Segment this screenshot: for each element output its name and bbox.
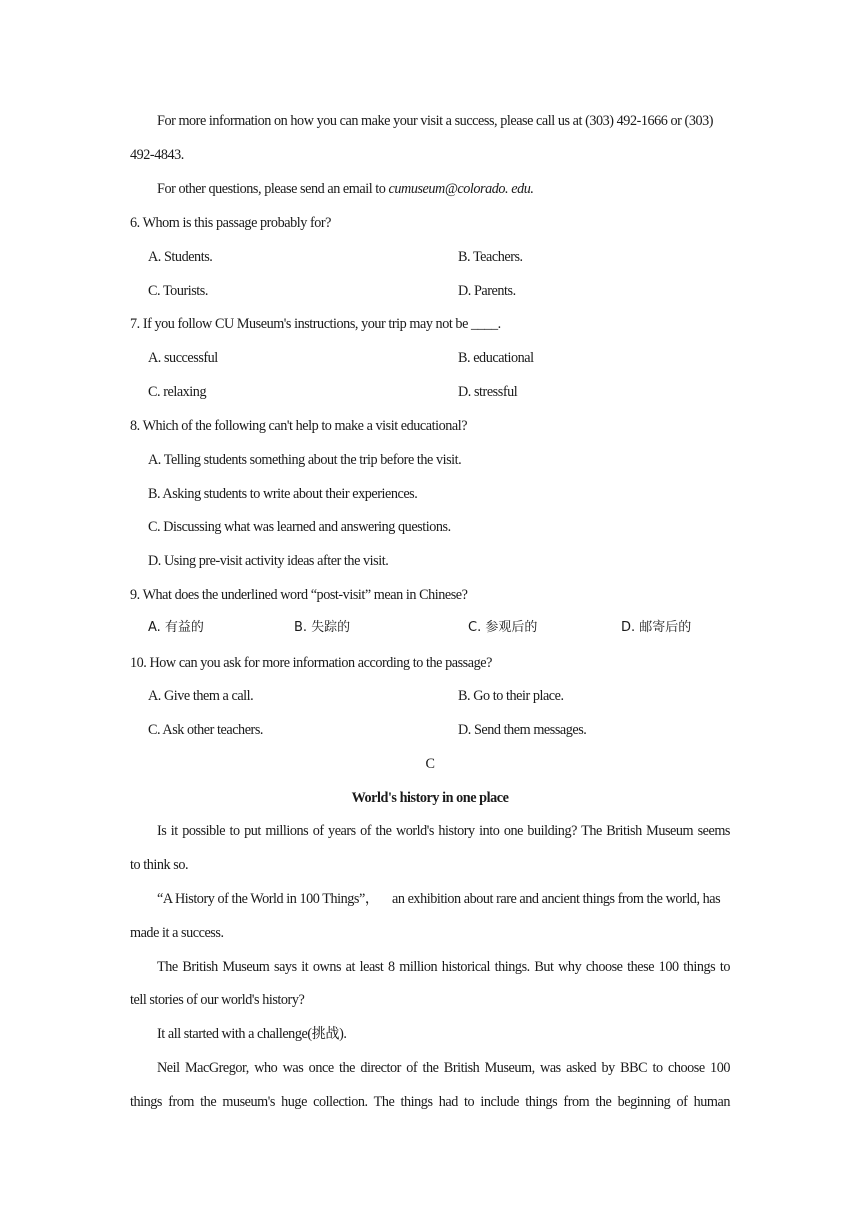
question-7-option-b: B. educational [458, 350, 534, 366]
question-8-option-d: D. Using pre-visit activity ideas after the visit. [148, 553, 389, 569]
passage-title: World's history in one place [351, 790, 509, 806]
question-6-option-d: D. Parents. [458, 283, 516, 299]
question-7-option-c: C. relaxing [148, 384, 207, 400]
email-prefix: For other questions, please send an email to [157, 181, 389, 197]
passage-line: things from the museum's huge collection. The things had to include things from the beginning of human [130, 1094, 730, 1110]
passage-line: The British Museum says it owns at least 8 million historical things. But why choose these 100 things to [157, 959, 730, 975]
question-9-option-b: B. 失踪的 [294, 620, 351, 635]
contact-text: For more information on how you can make your visit a success, please call us at (303) 492-1666 or (303) [157, 113, 714, 129]
question-6-option-b: B. Teachers. [458, 249, 523, 265]
question-6-option-a: A. Students. [148, 249, 213, 265]
section-letter: C [425, 756, 435, 772]
question-9-option-d: D. 邮寄后的 [621, 620, 692, 635]
question-6-stem: 6. Whom is this passage probably for? [130, 215, 331, 231]
question-7-option-d: D. stressful [458, 384, 518, 400]
contact-paragraph-line-2: 492-4843. [130, 147, 184, 163]
email-address: cumuseum@colorado. edu. [388, 181, 534, 197]
question-8-option-a: A. Telling students something about the trip before the visit. [148, 452, 462, 468]
contact-paragraph-line-1 [157, 114, 730, 128]
question-7-stem: 7. If you follow CU Museum's instructions, your trip may not be ____. [130, 316, 501, 332]
question-7-option-a: A. successful [148, 350, 218, 366]
question-8-option-b: B. Asking students to write about their experiences. [148, 486, 418, 502]
passage-line: made it a success. [130, 925, 224, 941]
passage-line: It all started with a challenge(挑战). [157, 1026, 347, 1042]
question-6-option-c: C. Tourists. [148, 283, 208, 299]
question-8-stem: 8. Which of the following can't help to make a visit educational? [130, 418, 468, 434]
question-8-option-c: C. Discussing what was learned and answering questions. [148, 519, 451, 535]
passage-line: an exhibition about rare and ancient things from the world, has [392, 891, 721, 907]
question-10-option-c: C. Ask other teachers. [148, 722, 263, 738]
question-9-option-c: C. 参观后的 [468, 620, 538, 635]
passage-line: to think so. [130, 857, 189, 873]
passage-line: tell stories of our world's history? [130, 992, 305, 1008]
question-10-option-d: D. Send them messages. [458, 722, 587, 738]
passage-line: Is it possible to put millions of years of the world's history into one building? The British Museum seems [157, 823, 730, 839]
question-9-stem: 9. What does the underlined word “post-visit” mean in Chinese? [130, 587, 468, 603]
passage-quote-title: “A History of the World in 100 Things”， [157, 891, 379, 907]
passage-line: Neil MacGregor, who was once the director of the British Museum, was asked by BBC to choose 100 [157, 1060, 730, 1076]
question-10-stem: 10. How can you ask for more information according to the passage? [130, 655, 492, 671]
question-10-option-b: B. Go to their place. [458, 688, 564, 704]
question-10-option-a: A. Give them a call. [148, 688, 254, 704]
question-9-option-a: A. 有益的 [148, 620, 204, 635]
email-paragraph [157, 182, 533, 196]
